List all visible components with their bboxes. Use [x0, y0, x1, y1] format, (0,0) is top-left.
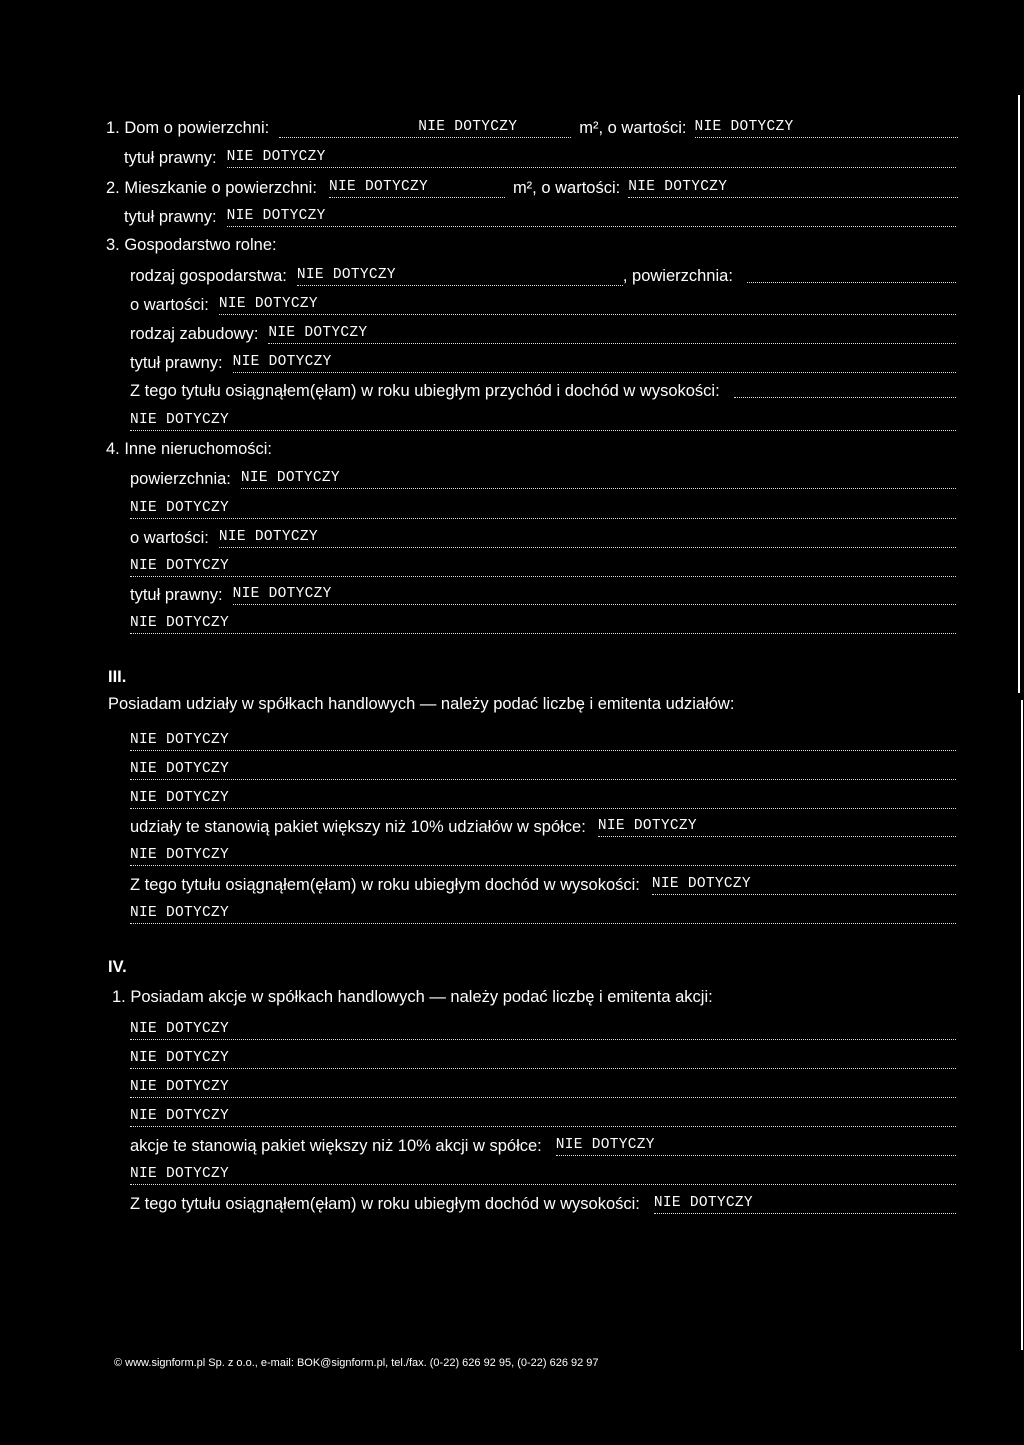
gospodarstwo-row: [106, 235, 277, 255]
sec3-line: [130, 730, 956, 751]
sec3-dochod-field[interactable]: NIE DOTYCZY: [652, 874, 956, 895]
sec3-dochod-row2: [130, 903, 956, 924]
sec4-line: [130, 1048, 956, 1069]
sec3-pakiet-field[interactable]: NIE DOTYCZY: [598, 816, 956, 837]
section-iv-numeral: IV.: [108, 958, 127, 976]
sec4-line: [130, 1077, 956, 1098]
sec3-line: [130, 788, 956, 809]
sec3-field-3[interactable]: NIE DOTYCZY: [130, 788, 956, 809]
sec3-line: [130, 759, 956, 780]
title-label: tytuł prawny:: [130, 586, 223, 604]
sec4-dochod-field[interactable]: NIE DOTYCZY: [654, 1193, 956, 1214]
inne-value-field-2[interactable]: NIE DOTYCZY: [130, 556, 956, 577]
rodzaj-gosp-label: rodzaj gospodarstwa:: [130, 267, 287, 285]
dom-title-row: [124, 147, 956, 168]
margin-line: [1021, 700, 1023, 1350]
sec3-dochod-row: [130, 874, 956, 895]
value-label: o wartości:: [130, 529, 209, 547]
sec4-pakiet-field-2[interactable]: NIE DOTYCZY: [130, 1164, 956, 1185]
zabudowa-row: [130, 323, 956, 344]
gosp-income-value-row: [130, 410, 956, 431]
inne-title-field-2[interactable]: NIE DOTYCZY: [130, 613, 956, 634]
mieszkanie-area-field[interactable]: NIE DOTYCZY: [329, 177, 505, 198]
gosp-income-field[interactable]: [734, 397, 956, 398]
sec4-line: [130, 1019, 956, 1040]
sec3-field-2[interactable]: NIE DOTYCZY: [130, 759, 956, 780]
mieszkanie-row: [106, 177, 958, 198]
inne-area-row2: [130, 498, 956, 519]
rodzaj-gosp-row: [130, 265, 956, 286]
sec3-pakiet-row: [130, 816, 956, 837]
mieszkanie-label: 2. Mieszkanie o powierzchni:: [106, 179, 317, 197]
dom-title-field[interactable]: NIE DOTYCZY: [227, 147, 956, 168]
sec4-field-1[interactable]: NIE DOTYCZY: [130, 1019, 956, 1040]
inne-value-row: [130, 527, 956, 548]
sec4-pakiet-row: [130, 1135, 956, 1156]
sec4-dochod-label: Z tego tytułu osiągnąłem(ęłam) w roku ubiegłym dochód w wysokości:: [130, 1195, 640, 1213]
sec3-field-1[interactable]: NIE DOTYCZY: [130, 730, 956, 751]
inne-title-field[interactable]: NIE DOTYCZY: [233, 584, 956, 605]
inne-value-row2: [130, 556, 956, 577]
gosp-income-value-field[interactable]: NIE DOTYCZY: [130, 410, 956, 431]
gosp-value-row: [130, 294, 956, 315]
powierzchnia-label: , powierzchnia:: [622, 267, 733, 285]
title-label: tytuł prawny:: [124, 208, 217, 226]
dom-value-field[interactable]: NIE DOTYCZY: [695, 117, 958, 138]
dom-area-field[interactable]: NIE DOTYCZY: [279, 117, 571, 138]
sec3-dochod-label: Z tego tytułu osiągnąłem(ęłam) w roku ubiegłym dochód w wysokości:: [130, 876, 640, 894]
mieszkanie-title-row: [124, 206, 956, 227]
value-label: o wartości:: [130, 296, 209, 314]
income-label: Z tego tytułu osiągnąłem(ęłam) w roku ubiegłym przychód i dochód w wysokości:: [130, 382, 720, 400]
sec4-field-4[interactable]: NIE DOTYCZY: [130, 1106, 956, 1127]
sec3-intro: Posiadam udziały w spółkach handlowych — należy podać liczbę i emitenta udziałów:: [108, 695, 735, 713]
sec4-dochod-row: [130, 1193, 956, 1214]
inne-value-field[interactable]: NIE DOTYCZY: [219, 527, 956, 548]
title-label: tytuł prawny:: [124, 149, 217, 167]
gosp-value-field[interactable]: NIE DOTYCZY: [219, 294, 956, 315]
sec3-pakiet-field-2[interactable]: NIE DOTYCZY: [130, 845, 956, 866]
margin-line: [1018, 95, 1020, 693]
sec4-intro: 1. Posiadam akcje w spółkach handlowych — należy podać liczbę i emitenta akcji:: [112, 988, 713, 1006]
zabudowa-label: rodzaj zabudowy:: [130, 325, 259, 343]
sec3-intro-row: [108, 694, 734, 714]
inne-label: 4. Inne nieruchomości:: [106, 440, 273, 458]
footer: © www.signform.pl Sp. z o.o., e-mail: BOK@signform.pl, tel./fax. (0-22) 626 92 95, (0-22) 626 92 97: [114, 1357, 599, 1369]
sec3-dochod-field-2[interactable]: NIE DOTYCZY: [130, 903, 956, 924]
sec4-intro-row: [112, 987, 713, 1007]
rodzaj-gosp-field[interactable]: NIE DOTYCZY: [297, 265, 623, 286]
inne-area-field[interactable]: NIE DOTYCZY: [241, 468, 956, 489]
dom-row: [106, 117, 958, 138]
area-label: powierzchnia:: [130, 470, 231, 488]
gospodarstwo-label: 3. Gospodarstwo rolne:: [106, 236, 277, 254]
gosp-title-field[interactable]: NIE DOTYCZY: [233, 352, 956, 373]
inne-area-row: [130, 468, 956, 489]
gosp-income-row: [130, 381, 956, 401]
section-iii-numeral: III.: [108, 668, 127, 686]
sec4-pakiet-label: akcje te stanowią pakiet większy niż 10% akcji w spółce:: [130, 1137, 542, 1155]
inne-title-row: [130, 584, 956, 605]
inne-row: [106, 439, 272, 459]
dom-label: 1. Dom o powierzchni:: [106, 119, 270, 137]
sec4-pakiet-field[interactable]: NIE DOTYCZY: [556, 1135, 956, 1156]
sec3-pakiet-row2: [130, 845, 956, 866]
gosp-title-row: [130, 352, 956, 373]
m2-label: m², o wartości:: [579, 119, 687, 137]
inne-title-row2: [130, 613, 956, 634]
mieszkanie-value-field[interactable]: NIE DOTYCZY: [628, 177, 958, 198]
title-label: tytuł prawny:: [130, 354, 223, 372]
sec3-pakiet-label: udziały te stanowią pakiet większy niż 10% udziałów w spółce:: [130, 818, 586, 836]
sec4-line: [130, 1106, 956, 1127]
inne-area-field-2[interactable]: NIE DOTYCZY: [130, 498, 956, 519]
sec4-field-2[interactable]: NIE DOTYCZY: [130, 1048, 956, 1069]
sec4-pakiet-row2: [130, 1164, 956, 1185]
m2-label: m², o wartości:: [512, 179, 621, 197]
zabudowa-field[interactable]: NIE DOTYCZY: [268, 323, 956, 344]
gosp-area-field[interactable]: [747, 282, 956, 283]
mieszkanie-title-field[interactable]: NIE DOTYCZY: [227, 206, 956, 227]
sec4-field-3[interactable]: NIE DOTYCZY: [130, 1077, 956, 1098]
